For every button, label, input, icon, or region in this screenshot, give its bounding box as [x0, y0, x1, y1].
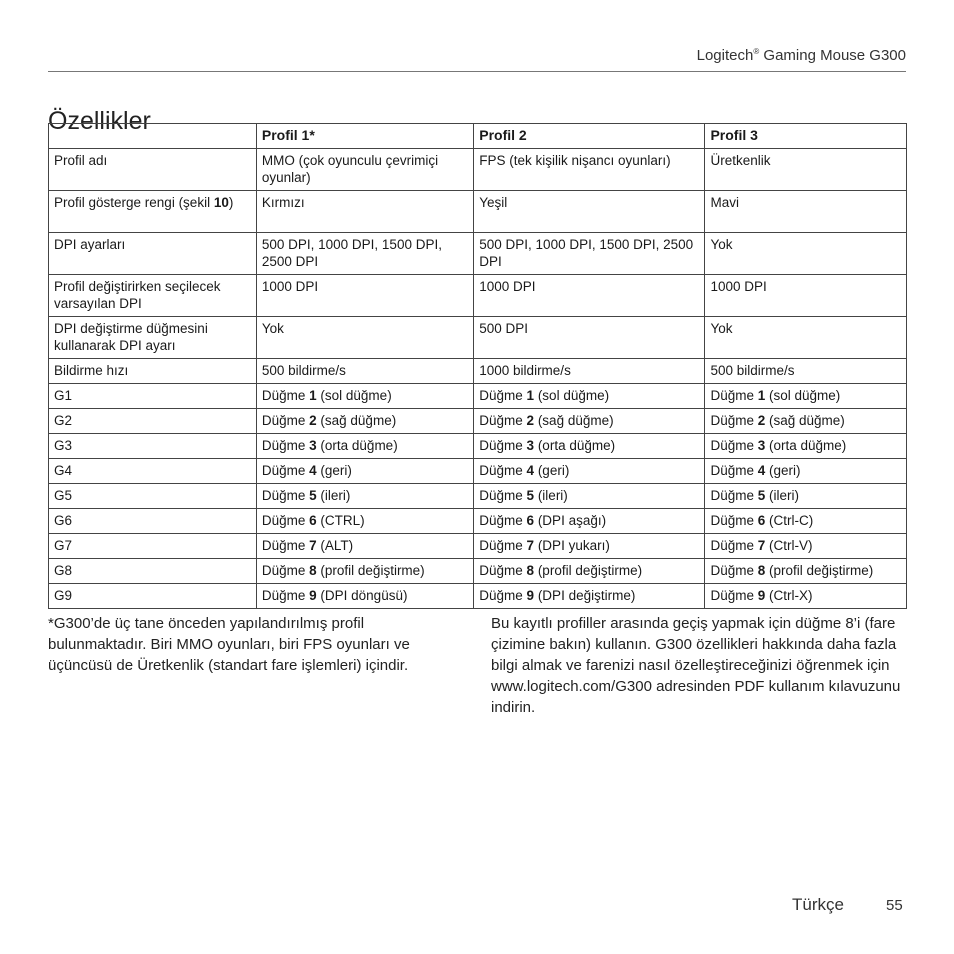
table-row [49, 459, 907, 484]
table-cell: Düğme 2 (sağ düğme) [705, 409, 907, 434]
table-row [49, 584, 907, 609]
table-row [49, 434, 907, 459]
table-cell: Üretkenlik [705, 149, 907, 191]
table-cell: Düğme 7 (Ctrl-V) [705, 534, 907, 559]
table-cell: 500 DPI [474, 317, 705, 359]
table-row [49, 233, 907, 275]
table-row [49, 275, 907, 317]
row-label-cell: G3 [49, 434, 257, 459]
table-cell: Düğme 6 (DPI aşağı) [474, 509, 705, 534]
row-label-cell: Profil gösterge rengi (şekil 10) [49, 191, 257, 233]
row-label-cell: G8 [49, 559, 257, 584]
row-label-cell: DPI değiştirme düğmesini kullanarak DPI ayarı [49, 317, 257, 359]
table-row [49, 317, 907, 359]
table-cell: Düğme 9 (DPI değiştirme) [474, 584, 705, 609]
table-row [49, 359, 907, 384]
table-row [49, 384, 907, 409]
row-label-cell: Bildirme hızı [49, 359, 257, 384]
table-cell: Düğme 7 (DPI yukarı) [474, 534, 705, 559]
table-header-cell: Profil 2 [474, 124, 705, 149]
table-cell: Düğme 3 (orta düğme) [474, 434, 705, 459]
row-label-cell: Profil değiştirirken seçilecek varsayılan DPI [49, 275, 257, 317]
row-label-cell: DPI ayarları [49, 233, 257, 275]
row-label-cell: G5 [49, 484, 257, 509]
table-cell: Yok [705, 317, 907, 359]
table-cell: Düğme 3 (orta düğme) [256, 434, 473, 459]
table-row [49, 484, 907, 509]
table-header-cell: Profil 1* [256, 124, 473, 149]
table-header-cell [49, 124, 257, 149]
table-cell: Yeşil [474, 191, 705, 233]
table-row [49, 559, 907, 584]
table-cell: Düğme 8 (profil değiştirme) [705, 559, 907, 584]
footnote: *G300’de üç tane önceden yapılandırılmış profil bulunmaktadır. Biri MMO oyunları, biri FPS oyunları ve üçüncüsü de Üretkenlik (standart fare işlemleri) içindir. [48, 615, 410, 674]
table-cell: 500 bildirme/s [256, 359, 473, 384]
body-paragraph: Bu kayıtlı profiller arasında geçiş yapmak için düğme 8’i (fare çizimine bakın) kullanın. G300 özellikleri hakkında daha fazla bilgi almak ve farenizi nasıl özelleştireceğinizi öğrenmek için www.logitech.com/G300 adresinden PDF kullanım kılavuzunu indirin. [491, 615, 901, 716]
table-cell: 1000 bildirme/s [474, 359, 705, 384]
table-cell: Yok [256, 317, 473, 359]
row-label-cell: G9 [49, 584, 257, 609]
table-row [49, 409, 907, 434]
table-cell: Düğme 9 (DPI döngüsü) [256, 584, 473, 609]
table-cell: Düğme 5 (ileri) [705, 484, 907, 509]
document-header [697, 47, 906, 64]
table-cell: Düğme 8 (profil değiştirme) [256, 559, 473, 584]
table-row [49, 191, 907, 233]
table-cell: MMO (çok oyunculu çevrimiçi oyunlar) [256, 149, 473, 191]
footer-language: Türkçe [792, 895, 844, 914]
row-label-cell: G7 [49, 534, 257, 559]
page-title: Özellikler [48, 106, 151, 135]
table-cell: Düğme 6 (CTRL) [256, 509, 473, 534]
table-cell: Düğme 9 (Ctrl-X) [705, 584, 907, 609]
table-cell: 1000 DPI [256, 275, 473, 317]
header-divider [48, 71, 906, 72]
profile-spec-table [48, 123, 907, 609]
table-cell: Düğme 7 (ALT) [256, 534, 473, 559]
table-cell: 1000 DPI [705, 275, 907, 317]
registered-mark: ® [753, 47, 760, 56]
table-cell: 1000 DPI [474, 275, 705, 317]
table-cell: Düğme 8 (profil değiştirme) [474, 559, 705, 584]
table-cell: Düğme 5 (ileri) [256, 484, 473, 509]
table-cell: Mavi [705, 191, 907, 233]
table-cell: Düğme 1 (sol düğme) [474, 384, 705, 409]
table-cell: 500 DPI, 1000 DPI, 1500 DPI, 2500 DPI [256, 233, 473, 275]
table-cell: Düğme 4 (geri) [705, 459, 907, 484]
product-name: Gaming Mouse G300 [759, 47, 906, 64]
table-row [49, 534, 907, 559]
table-cell: Düğme 1 (sol düğme) [705, 384, 907, 409]
row-label-cell: Profil adı [49, 149, 257, 191]
row-label-cell: G4 [49, 459, 257, 484]
table-row [49, 149, 907, 191]
table-cell: 500 bildirme/s [705, 359, 907, 384]
row-label-cell: G6 [49, 509, 257, 534]
table-cell: Düğme 6 (Ctrl-C) [705, 509, 907, 534]
table-cell: Düğme 5 (ileri) [474, 484, 705, 509]
table-cell: Düğme 3 (orta düğme) [705, 434, 907, 459]
table-cell: Düğme 1 (sol düğme) [256, 384, 473, 409]
table-row [49, 509, 907, 534]
page-number: 55 [886, 897, 903, 914]
row-label-cell: G1 [49, 384, 257, 409]
brand-name: Logitech [696, 47, 754, 64]
table-cell: Kırmızı [256, 191, 473, 233]
table-header-cell: Profil 3 [705, 124, 907, 149]
table-header-row [49, 124, 907, 149]
table-cell: Düğme 4 (geri) [256, 459, 473, 484]
table-cell: Düğme 2 (sağ düğme) [474, 409, 705, 434]
table-cell: Yok [705, 233, 907, 275]
table-cell: Düğme 4 (geri) [474, 459, 705, 484]
table-cell: 500 DPI, 1000 DPI, 1500 DPI, 2500 DPI [474, 233, 705, 275]
table-cell: FPS (tek kişilik nişancı oyunları) [474, 149, 705, 191]
row-label-cell: G2 [49, 409, 257, 434]
table-cell: Düğme 2 (sağ düğme) [256, 409, 473, 434]
